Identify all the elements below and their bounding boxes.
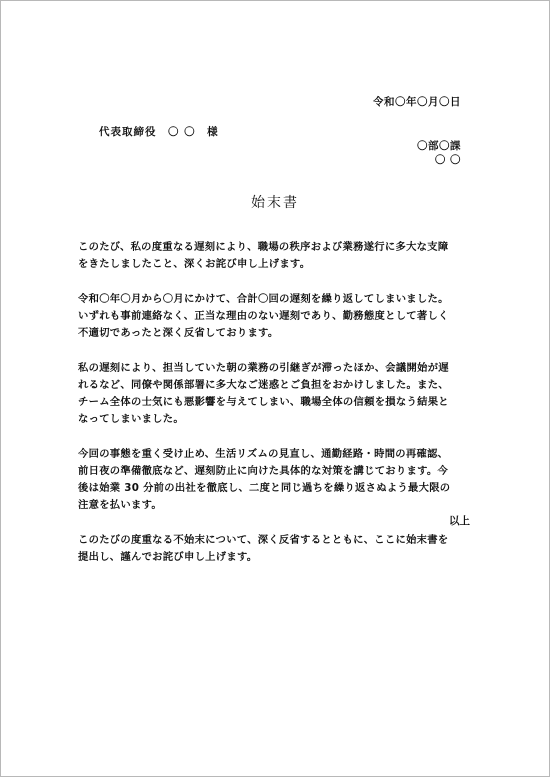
sender-department: 〇部〇課	[417, 140, 461, 152]
body-paragraph	[78, 446, 473, 514]
paragraph-line: なってしまいました。	[78, 413, 184, 425]
paragraph-line: 令和〇年〇月から〇月にかけて、合計〇回の遅刻を繰り返してしまいました。	[78, 293, 449, 305]
paragraph-line: 不適切であったと深く反省しております。	[78, 327, 279, 339]
paragraph-line: チーム全体の士気にも悪影響を与えてしまい、職場全体の信頼を損なう結果と	[78, 396, 449, 408]
paragraph-line: 後は始業 30 分前の出社を徹底し、二度と同じ過ちを繰り返さぬよう最大限の	[78, 482, 451, 494]
paragraph-line: 注意を払います。	[78, 499, 162, 511]
document-date: 令和〇年〇月〇日	[373, 96, 461, 108]
addressee: 代表取締役 〇 〇 様	[99, 126, 219, 138]
body-paragraph	[78, 239, 473, 273]
paragraph-line: れるなど、同僚や関係部署に多大なご迷惑とご負担をおかけしました。また、	[78, 379, 449, 391]
body-paragraph	[78, 532, 473, 566]
body-paragraph	[78, 360, 473, 428]
paragraph-line: 前日夜の準備徹底など、遅刻防止に向けた具体的な対策を講じております。今	[78, 465, 449, 477]
paragraph-line: いずれも事前連絡なく、正当な理由のない遅刻であり、勤務態度として著しく	[78, 310, 449, 322]
document-title: 始末書	[251, 195, 299, 211]
paragraph-line: このたびの度重なる不始末について、深く反省するとともに、ここに始末書を	[78, 534, 449, 546]
document-body	[78, 239, 473, 584]
paragraph-line: 提出し、謹んでお詫び申し上げます。	[78, 551, 258, 563]
closing-remark: 以上	[449, 515, 470, 527]
paragraph-line: 私の遅刻により、担当していた朝の業務の引継ぎが滞ったほか、会議開始が遅	[78, 362, 449, 374]
sender-block	[417, 139, 461, 167]
sender-name: 〇 〇	[434, 154, 461, 166]
paragraph-line: をきたしましたこと、深くお詫び申し上げます。	[78, 258, 311, 270]
paragraph-line: 今回の事態を重く受け止め、生活リズムの見直し、通勤経路・時間の再確認、	[78, 448, 449, 460]
paragraph-line: このたび、私の度重なる遅刻により、職場の秩序および業務遂行に多大な支障	[78, 241, 449, 253]
body-paragraph	[78, 291, 473, 342]
